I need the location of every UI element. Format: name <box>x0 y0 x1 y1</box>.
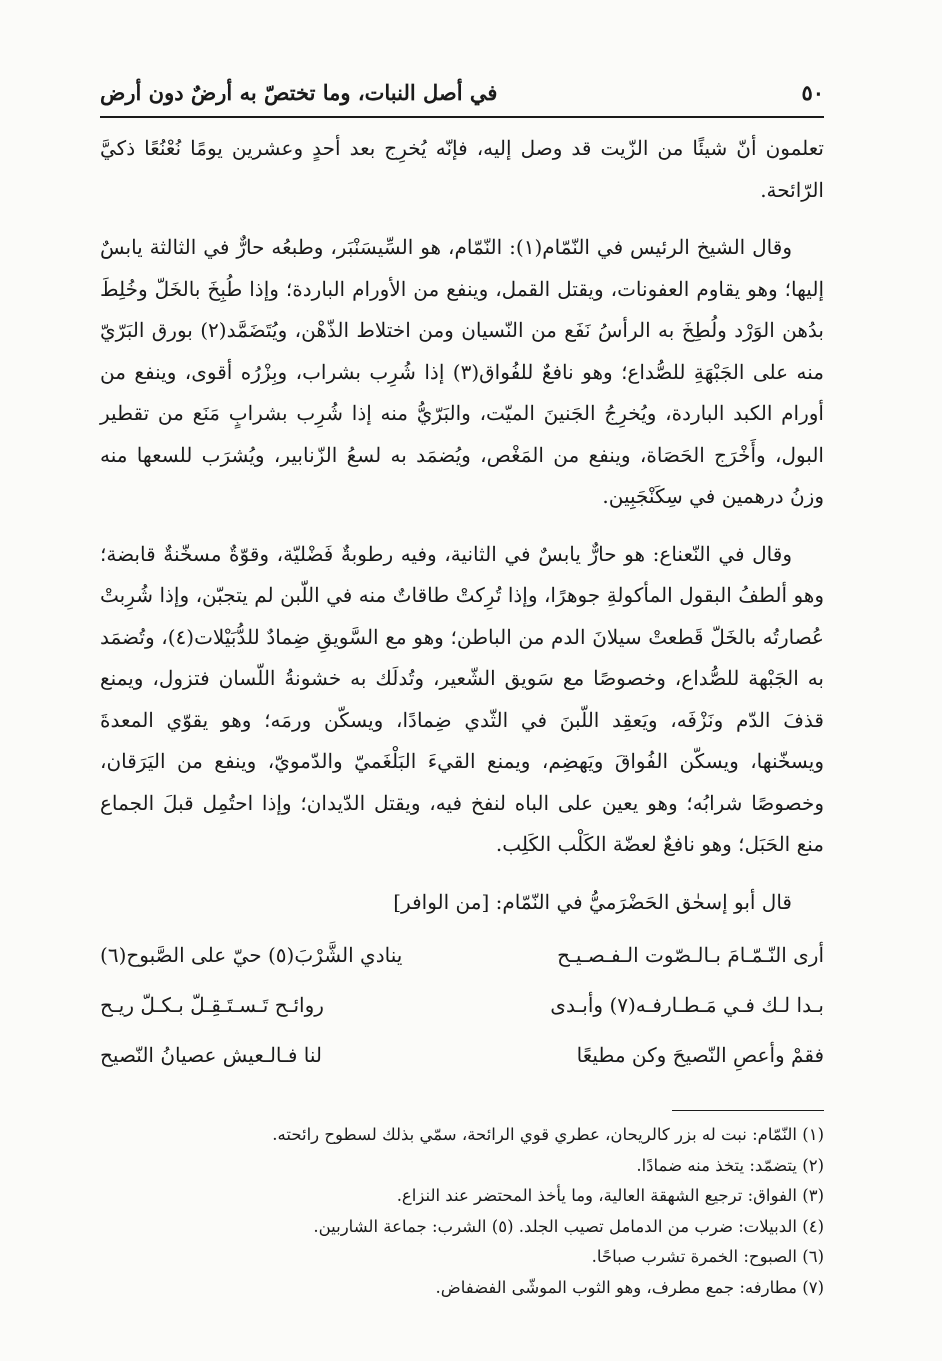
paragraph-2: وقال الشيخ الرئيس في النّمّام(١): النّمّام، هو السِّيسَنْبَر، وطبعُه حارٌّ في الثالثة يابسٌ إليها؛ وهو يقاوم العفونات، ويقتل القمل، وينفع من الأورام الباردة؛ وإذا طُبِخَ بالخَلّ وخُلِطَ بدُهن الوَرْد ولُطِخَ به الرأسُ نَفَع من النّسيان ومن اختلاط الذّهْن، ويُتَضَمَّد(٢) بورق البَرّيّ منه على الجَبْهَةِ للصُّداع؛ وهو نافعٌ للفُواق(٣) إذا شُرِب بشراب، وبِزْرُه أقوى، وينفع من أورام الكبد الباردة، ويُخرِجُ الجَنينَ الميّت، والبَرّيُّ منه إذا شُرِب بشرابٍ مَنَع من تقطير البول، وأَخْرَج الحَصَاة، وينفع من المَغْص، ويُضمَد به لسعُ الزّنابير، ويُشرَب للسعها منه وزنُ درهمين في سِكَنْجَبِين. <box>100 235 824 508</box>
poem-verse <box>100 931 824 981</box>
main-text <box>100 128 824 1081</box>
verse-first-hemistich: فقمْ وأعصِ النّصيحَ وكن مطيعًا <box>576 1043 824 1068</box>
footnote-3: (٣) الفواق: ترجيع الشهقة العالية، وما يأخذ المحتضر عند النزاع. <box>396 1186 824 1205</box>
paragraph-3: وقال في النّعناع: هو حارٌّ يابسٌ في الثانية، وفيه رطوبةٌ فَضْليّة، وقوّةٌ مسخّنةٌ قابضة؛ وهو ألطفُ البقول المأكولةِ جوهرًا، وإذا تُرِكتْ طاقاتٌ منه في اللّبن لم يتجبّن، وإذا شُرِبتْ عُصارتُه بالخَلّ قَطعتْ سيلانَ الدم من الباطن؛ وهو مع السَّويقِ ضِمادٌ للدُّبَيْلات(٤)، وتُضمَد به الجَبْهة للصُّداع، وخصوصًا مع سَويق الشّعير، وتُدلَك به خشونةُ اللّسان فتزول، ويمنع قذفَ الدّم ونَزْفَه، ويَعقِد اللّبنَ في الثّدي ضِمادًا، ويسكّن ورمَه؛ وهو يقوّي المعدةَ ويسخّنها، ويسكّن الفُواقَ ويَهضِم، ويمنع القيءَ البَلْغَميّ والدّمويّ، وينفع من اليَرَقان، وخصوصًا شرابُه؛ وهو يعين على الباه لنفخ فيه، ويقتل الدّيدان؛ وإذا احتُمِل قبلَ الجماع منع الحَبَل؛ وهو نافعٌ لعضّة الكَلْب الكَلِب. <box>100 541 824 856</box>
footnote-7: (٧) مطارفه: جمع مطرف، وهو الثوب الموشّى الفضفاض. <box>435 1277 824 1297</box>
footnote-rule <box>672 1110 824 1111</box>
paragraph-1: تعلمون أنّ شيئًا من الزّيت قد وصل إليه، فإنّه يُخرِج بعد أحدٍ وعشرين يومًا نُعْنُعًا ذكيَّ الرّائحة. <box>100 136 824 202</box>
poem-verse <box>100 981 824 1031</box>
running-header <box>100 72 824 112</box>
verse-first-hemistich: أرى النّـمّـامَ بـالـصّوت الـفـصـيـح <box>557 943 824 968</box>
running-title: في أصل النبات، وما تختصّ به أرضٌ دون أرض <box>100 79 498 105</box>
header-rule <box>100 116 824 118</box>
footnote-1: (١) النّمّام: نبت له بزر كالريحان، عطري قوي الرائحة، سمّي بذلك لسطوح رائحته. <box>272 1125 824 1144</box>
footnotes <box>100 1120 824 1303</box>
verse-second-hemistich: لنا فـالـعيش عصيانُ النّصيح <box>100 1043 323 1068</box>
footnote-4-5: (٤) الدبيلات: ضرب من الدمامل تصيب الجلد. (٥) الشرب: جماعة الشاربين. <box>313 1216 824 1236</box>
poem-intro: قال أبو إسحٰق الحَضْرَميُّ في النّمّام: [من الوافر] <box>393 889 792 914</box>
page-number: ٥٠ <box>801 79 824 105</box>
poem <box>100 931 824 1081</box>
verse-second-hemistich: روائـح تَـسـتَـقِـلّ بـكـلّ ريـح <box>100 993 324 1018</box>
poem-verse <box>100 1031 824 1081</box>
verse-second-hemistich: ينادي الشَّرْبَ(٥) حيّ على الصَّبوح(٦) <box>100 943 403 968</box>
footnote-2: (٢) يتضمّد: يتخذ منه ضمادًا. <box>636 1155 824 1175</box>
verse-first-hemistich: بـدا لـك فـي مَـطـارفـه(٧) وأبـدى <box>550 993 824 1018</box>
footnote-6: (٦) الصبوح: الخمرة تشرب صباحًا. <box>591 1247 824 1266</box>
